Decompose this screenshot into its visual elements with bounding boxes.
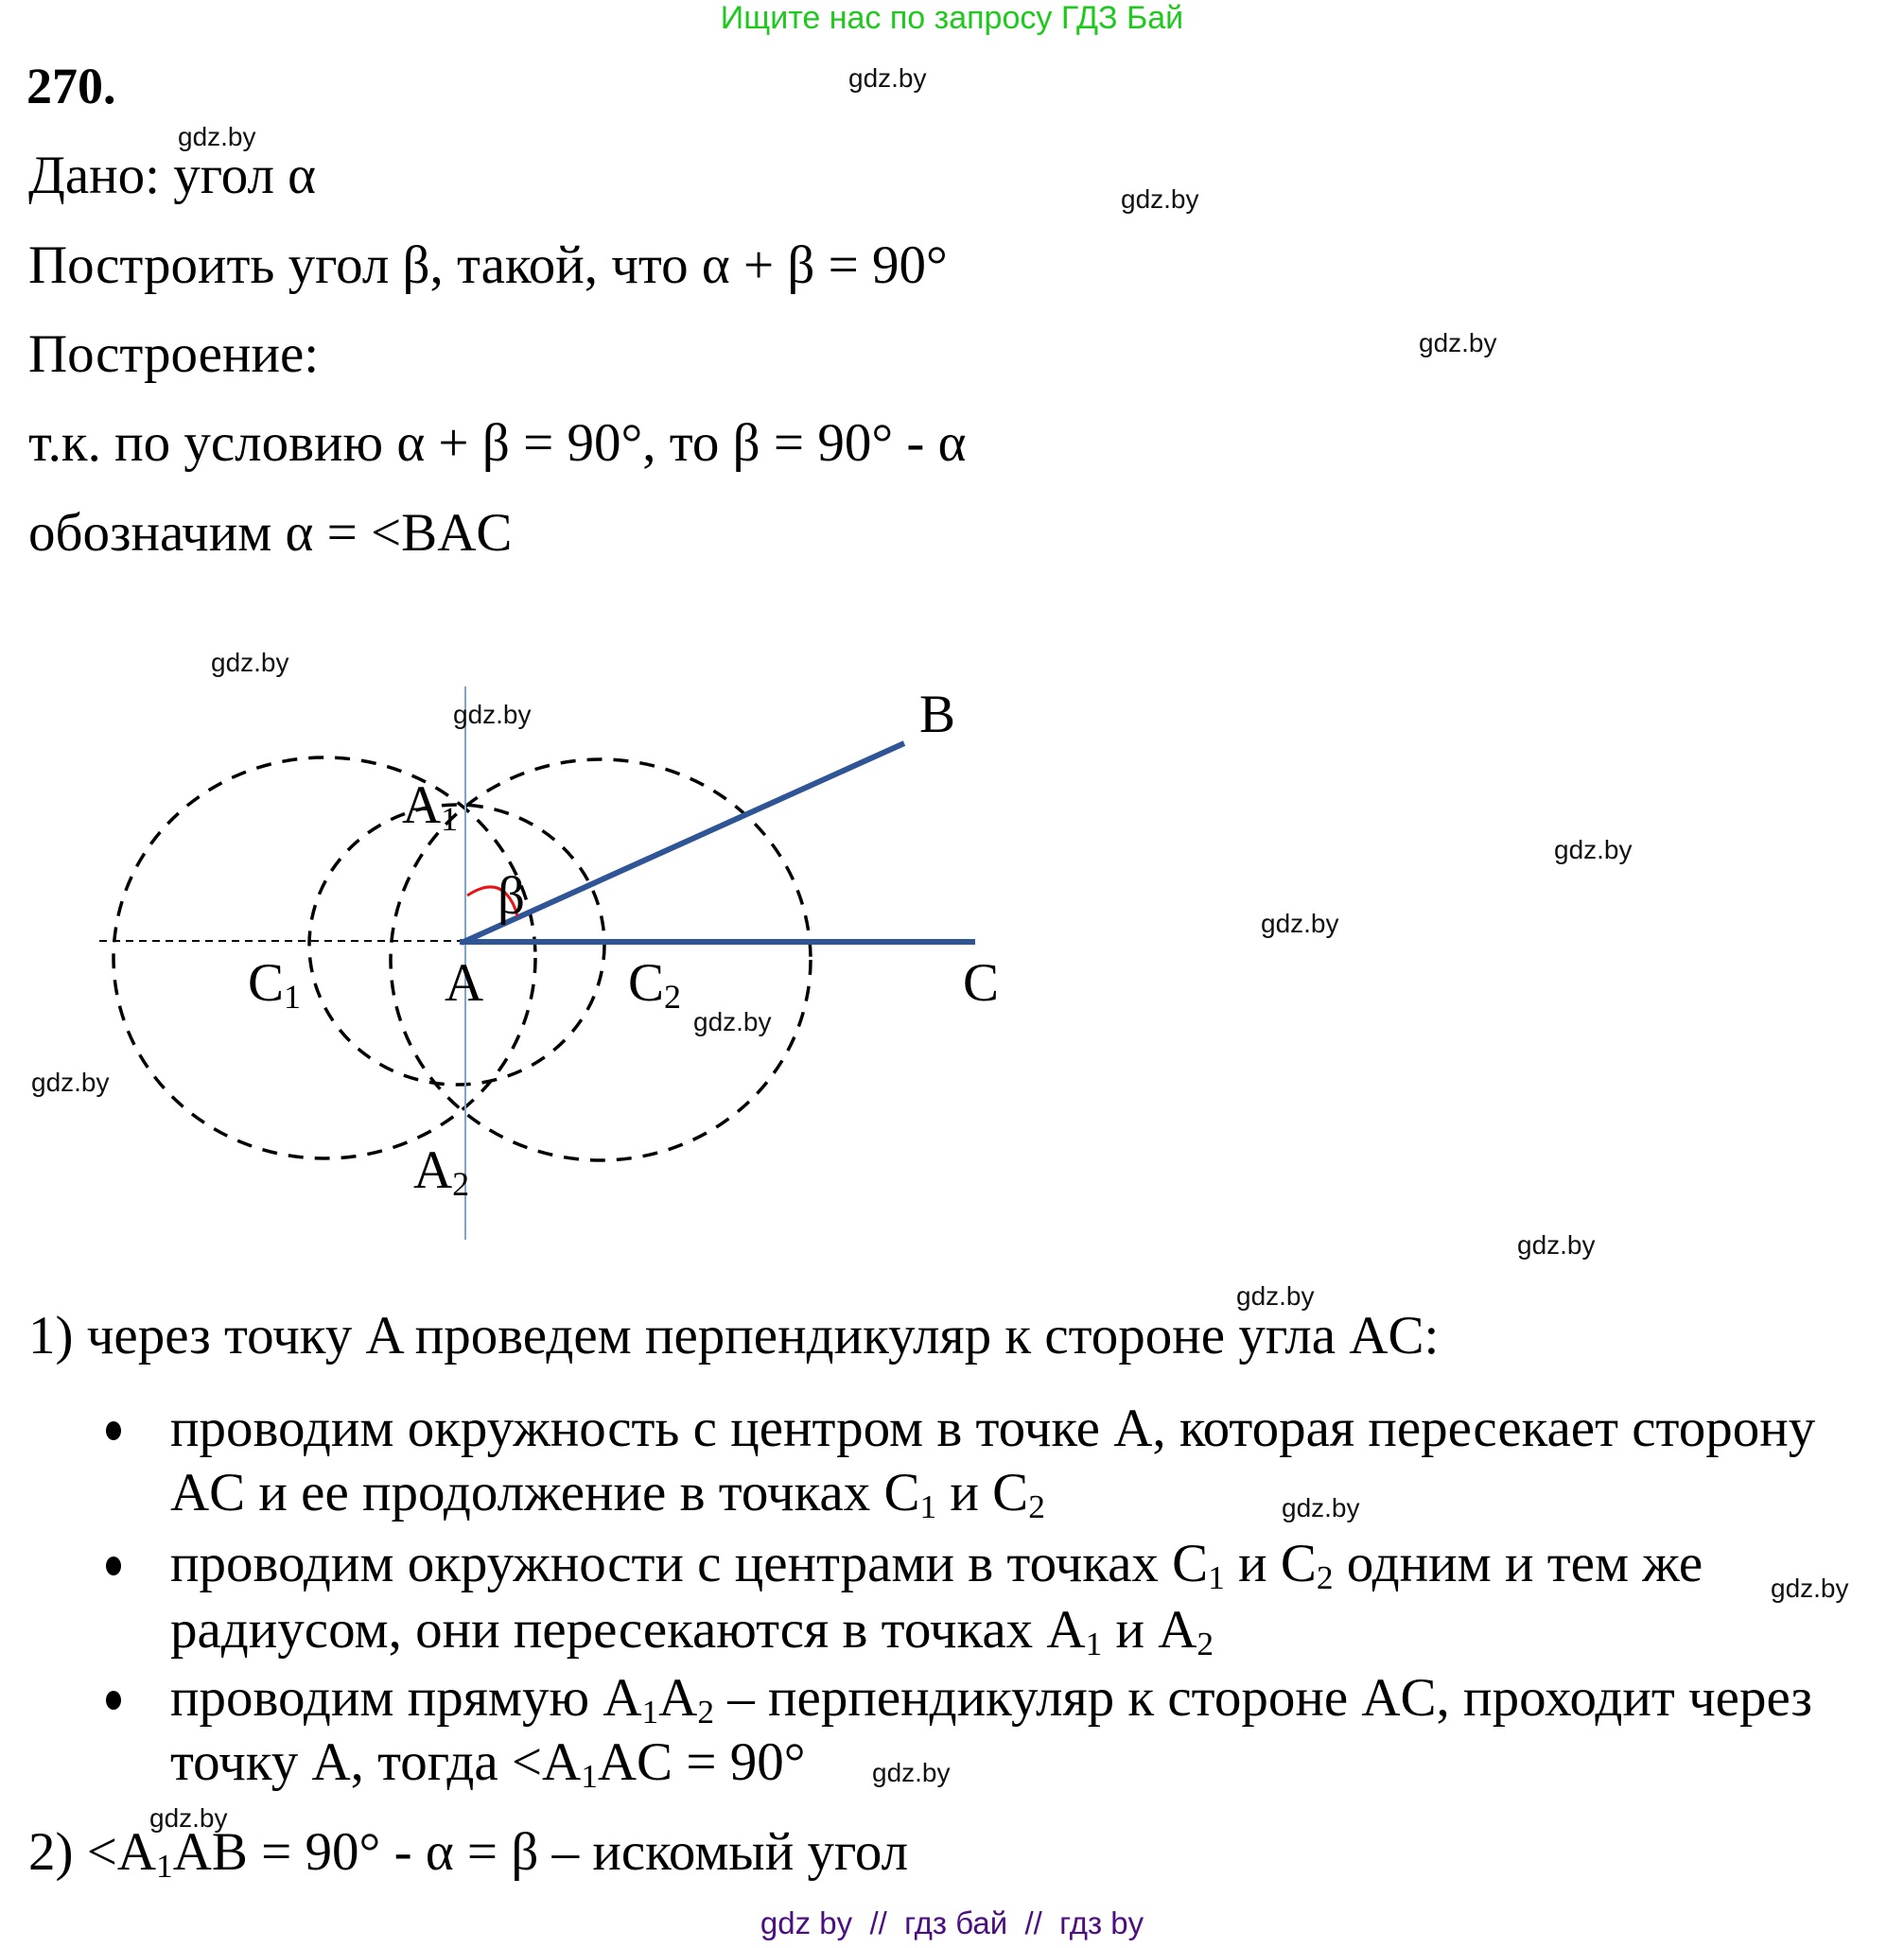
bullet-3-line-1: проводим прямую $A_1A_2$ – перпендикуляр к стороне AC, проходит через [170, 1668, 1812, 1731]
bullet-2-line-1: проводим окружности с центрами в точках $C_1$ и $C_2$ одним и тем же [170, 1534, 1703, 1596]
step-1-heading: 1) через точку A проведем перпендикуляр к стороне угла AC: [28, 1306, 1440, 1365]
problem-number: 270. [26, 58, 116, 114]
label-a1: A1 [402, 775, 459, 838]
label-b: B [919, 685, 956, 744]
notation-line: обозначим α = <BAC [28, 503, 513, 563]
watermark: gdz.by [453, 700, 532, 729]
watermark: gdz.by [1419, 328, 1497, 357]
ray-ab [462, 743, 904, 943]
bullet-dot [106, 1557, 121, 1575]
watermark: gdz.by [31, 1068, 110, 1097]
bullet-1-line-2: AC и ее продолжение в точках $C_1$ и $C_2$ [170, 1463, 1045, 1525]
label-c: C [963, 953, 1000, 1013]
reasoning-line: т.к. по условию α + β = 90°, то β = 90° - α [28, 413, 967, 473]
given-line: Дано: угол α [28, 146, 317, 205]
watermark: gdz.by [1517, 1230, 1596, 1260]
construction-heading: Построение: [28, 324, 320, 384]
search-banner[interactable]: Ищите нас по запросу ГДЗ Бай [720, 0, 1184, 36]
watermark: gdz.by [178, 122, 256, 151]
watermark: gdz.by [1771, 1574, 1849, 1603]
label-a2: A2 [413, 1140, 470, 1203]
watermark: gdz.by [872, 1758, 951, 1787]
label-c1: C1 [248, 953, 302, 1016]
footer-links[interactable]: gdz by // гдз бай // гдз by [760, 1905, 1144, 1940]
bullet-2-line-2: радиусом, они пересекаются в точках $A_1$ и $A_2$ [170, 1600, 1214, 1662]
bullet-dot [106, 1691, 121, 1710]
watermark: gdz.by [1554, 835, 1633, 864]
bullet-1-line-1: проводим окружность с центром в точке A, которая пересекает сторону [170, 1399, 1816, 1458]
watermark: gdz.by [693, 1007, 772, 1036]
watermark: gdz.by [1282, 1493, 1360, 1522]
watermark: gdz.by [848, 63, 927, 93]
watermark: gdz.by [1261, 909, 1339, 938]
task-line: Построить угол β, такой, что α + β = 90° [28, 235, 948, 295]
watermark: gdz.by [1121, 184, 1199, 214]
label-a: A [445, 953, 484, 1013]
label-beta: β [498, 866, 526, 926]
watermark: gdz.by [1236, 1281, 1315, 1311]
bullet-dot [106, 1421, 121, 1440]
bullet-3-line-2: точку A, тогда $<A_1AC = 90^\circ$ [170, 1732, 806, 1795]
watermark: gdz.by [149, 1803, 228, 1833]
step-2-conclusion: $2) <A_1AB = 90^\circ - \alpha = \beta$ – искомый угол [28, 1822, 909, 1885]
watermark: gdz.by [211, 648, 289, 677]
label-c2: C2 [628, 953, 682, 1016]
